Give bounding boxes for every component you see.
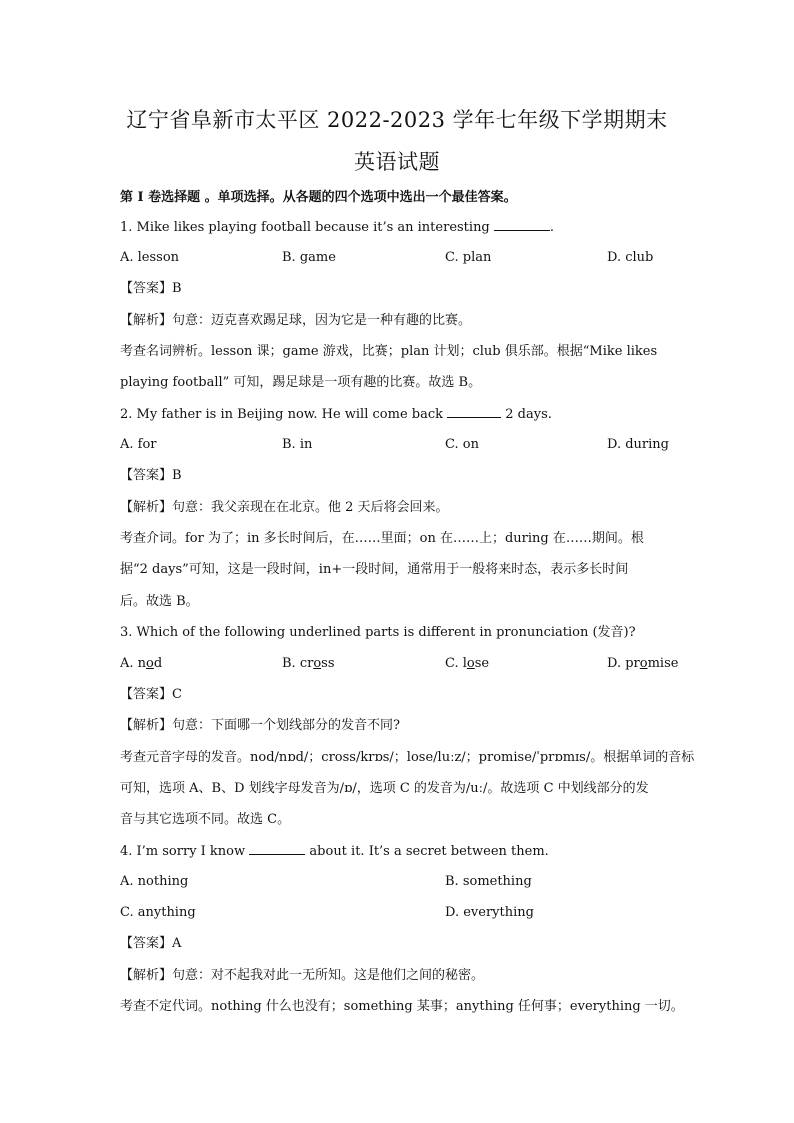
underlined-letter: o bbox=[313, 656, 322, 671]
question-3-analysis: 可知，选项 A、B、D 划线字母发音为/ɒ/，选项 C 的发音为/uː/。故选项 C 中划线部分的发 bbox=[120, 781, 649, 796]
question-1-option-d: D. club bbox=[607, 250, 654, 265]
question-3-option-c: C. lose bbox=[445, 656, 490, 671]
underlined-letter: o bbox=[639, 656, 648, 671]
document-title: 辽宁省阜新市太平区 2022-2023 学年七年级下学期期末 bbox=[126, 108, 668, 132]
question-2-option-b: B. in bbox=[282, 437, 313, 452]
underlined-letter: o bbox=[466, 656, 475, 671]
question-2-analysis: 考查介词。for 为了；in 多长时间后，在……里面；on 在……上；during 在……期间。根 bbox=[120, 531, 644, 546]
question-4-option-b: B. something bbox=[445, 874, 532, 889]
section-heading: 第 I 卷选择题 。单项选择。从各题的四个选项中选出一个最佳答案。 bbox=[120, 190, 517, 205]
question-1-option-b: B. game bbox=[282, 250, 336, 265]
question-1-option-c: C. plan bbox=[445, 250, 492, 265]
question-4-stem: 4. I’m sorry I know about it. It’s a secret between them. bbox=[120, 844, 549, 859]
question-2-option-c: C. on bbox=[445, 437, 479, 452]
question-1-analysis: 考查名词辨析。lesson 课；game 游戏，比赛；plan 计划；club 俱乐部。根据“Mike likes bbox=[120, 344, 658, 359]
question-2-answer: 【答案】B bbox=[120, 468, 182, 483]
question-2-stem: 2. My father is in Beijing now. He will come back 2 days. bbox=[120, 407, 552, 422]
question-3-option-b: B. cross bbox=[282, 656, 335, 671]
question-3-option-d: D. promise bbox=[607, 656, 679, 671]
question-3-analysis: 【解析】句意：下面哪一个划线部分的发音不同? bbox=[120, 718, 400, 733]
answer-blank bbox=[447, 405, 501, 418]
question-2-analysis: 【解析】句意：我父亲现在在北京。他 2 天后将会回来。 bbox=[120, 500, 449, 515]
question-4-analysis: 【解析】句意：对不起我对此一无所知。这是他们之间的秘密。 bbox=[120, 968, 485, 983]
question-3-analysis: 考查元音字母的发音。nod/nɒd/；cross/krɒs/；lose/luːz/；promise/ˈprɒmɪs/。根据单词的音标 bbox=[120, 750, 695, 765]
answer-blank bbox=[494, 218, 550, 231]
document-subtitle: 英语试题 bbox=[354, 150, 440, 174]
question-3-stem: 3. Which of the following underlined parts is different in pronunciation (发音)? bbox=[120, 625, 636, 640]
question-1-stem: 1. Mike likes playing football because it’s an interesting . bbox=[120, 220, 555, 235]
question-4-answer: 【答案】A bbox=[120, 936, 182, 951]
question-4-option-c: C. anything bbox=[120, 905, 196, 920]
answer-blank bbox=[249, 842, 305, 855]
question-2-option-d: D. during bbox=[607, 437, 669, 452]
question-4-analysis: 考查不定代词。nothing 什么也没有；something 某事；anything 任何事；everything 一切。 bbox=[120, 999, 684, 1014]
question-1-answer: 【答案】B bbox=[120, 281, 182, 296]
question-4-option-d: D. everything bbox=[445, 905, 534, 920]
question-4-option-a: A. nothing bbox=[120, 874, 189, 889]
underlined-letter: o bbox=[146, 656, 154, 671]
question-3-answer: 【答案】C bbox=[120, 687, 182, 702]
question-1-analysis: 【解析】句意：迈克喜欢踢足球，因为它是一种有趣的比赛。 bbox=[120, 313, 472, 328]
question-3-option-a: A. nod bbox=[120, 656, 163, 671]
question-3-analysis: 音与其它选项不同。故选 C。 bbox=[120, 812, 291, 827]
question-1-analysis: playing football” 可知，踢足球是一项有趣的比赛。故选 B。 bbox=[120, 375, 482, 390]
question-2-option-a: A. for bbox=[120, 437, 157, 452]
question-2-analysis: 后。故选 B。 bbox=[120, 594, 199, 609]
question-1-option-a: A. lesson bbox=[120, 250, 180, 265]
question-2-analysis: 据“2 days”可知，这是一段时间，in+一段时间，通常用于一般将来时态，表示多长时间 bbox=[120, 562, 629, 577]
